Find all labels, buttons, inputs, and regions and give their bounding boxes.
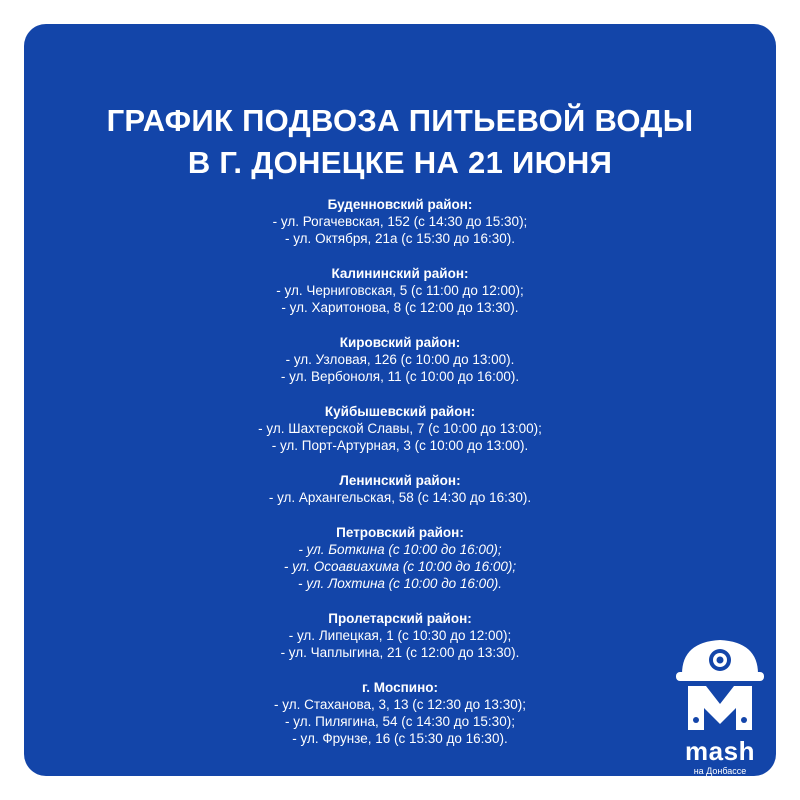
address-line: - ул. Фрунзе, 16 (с 15:30 до 16:30). (292, 731, 508, 746)
address-line: - ул. Боткина (с 10:00 до 16:00); (298, 542, 502, 557)
logo-subtitle: на Донбассе (693, 766, 747, 776)
district-kalininsky (24, 265, 776, 316)
address-line: - ул. Черниговская, 5 (с 11:00 до 12:00); (276, 283, 524, 298)
district-budennovsky (24, 196, 776, 247)
title-line-1: ГРАФИК ПОДВОЗА ПИТЬЕВОЙ ВОДЫ (106, 103, 694, 138)
district-name: Кировский район: (339, 335, 461, 350)
district-name: Буденновский район: (327, 197, 473, 212)
district-petrovsky (24, 524, 776, 592)
district-leninsky (24, 472, 776, 506)
address-line: - ул. Липецкая, 1 (с 10:30 до 12:00); (288, 628, 512, 643)
title-line-2: В Г. ДОНЕЦКЕ НА 21 ИЮНЯ (187, 145, 613, 180)
mash-logo (672, 630, 768, 776)
address-line: - ул. Архангельская, 58 (с 14:30 до 16:30). (268, 490, 532, 505)
logo-wordmark: mash (685, 736, 755, 766)
address-line: - ул. Чаплыгина, 21 (с 12:00 до 13:30). (280, 645, 520, 660)
address-line: - ул. Узловая, 126 (с 10:00 до 13:00). (285, 352, 515, 367)
district-name: Ленинский район: (339, 473, 461, 488)
district-name: Петровский район: (336, 525, 464, 540)
address-line: - ул. Лохтина (с 10:00 до 16:00). (298, 576, 502, 591)
address-line: - ул. Рогачевская, 152 (с 14:30 до 15:30); (272, 214, 528, 229)
district-mospino (24, 679, 776, 747)
address-line: - ул. Октября, 21а (с 15:30 до 16:30). (284, 231, 515, 246)
address-line: - ул. Пилягина, 54 (с 14:30 до 15:30); (285, 714, 515, 729)
address-line: - ул. Стаханова, 3, 13 (с 12:30 до 13:30); (274, 697, 526, 712)
info-panel (24, 24, 776, 776)
address-line: - ул. Порт-Артурная, 3 (с 10:00 до 13:00). (271, 438, 529, 453)
schedule-list (24, 196, 776, 765)
district-name: г. Моспино: (362, 680, 438, 695)
address-line: - ул. Харитонова, 8 (с 12:00 до 13:30). (281, 300, 519, 315)
district-name: Пролетарский район: (328, 611, 472, 626)
district-name: Куйбышевский район: (324, 404, 476, 419)
district-proletarsky (24, 610, 776, 661)
district-kirovsky (24, 334, 776, 385)
address-line: - ул. Шахтерской Славы, 7 (с 10:00 до 13:00); (258, 421, 542, 436)
district-kuibyshevsky (24, 403, 776, 454)
mash-miner-helmet-icon (672, 630, 768, 736)
district-name: Калининский район: (331, 266, 469, 281)
address-line: - ул. Осоавиахима (с 10:00 до 16:00); (283, 559, 517, 574)
page-title (24, 100, 776, 184)
address-line: - ул. Вербоноля, 11 (с 10:00 до 16:00). (280, 369, 520, 384)
